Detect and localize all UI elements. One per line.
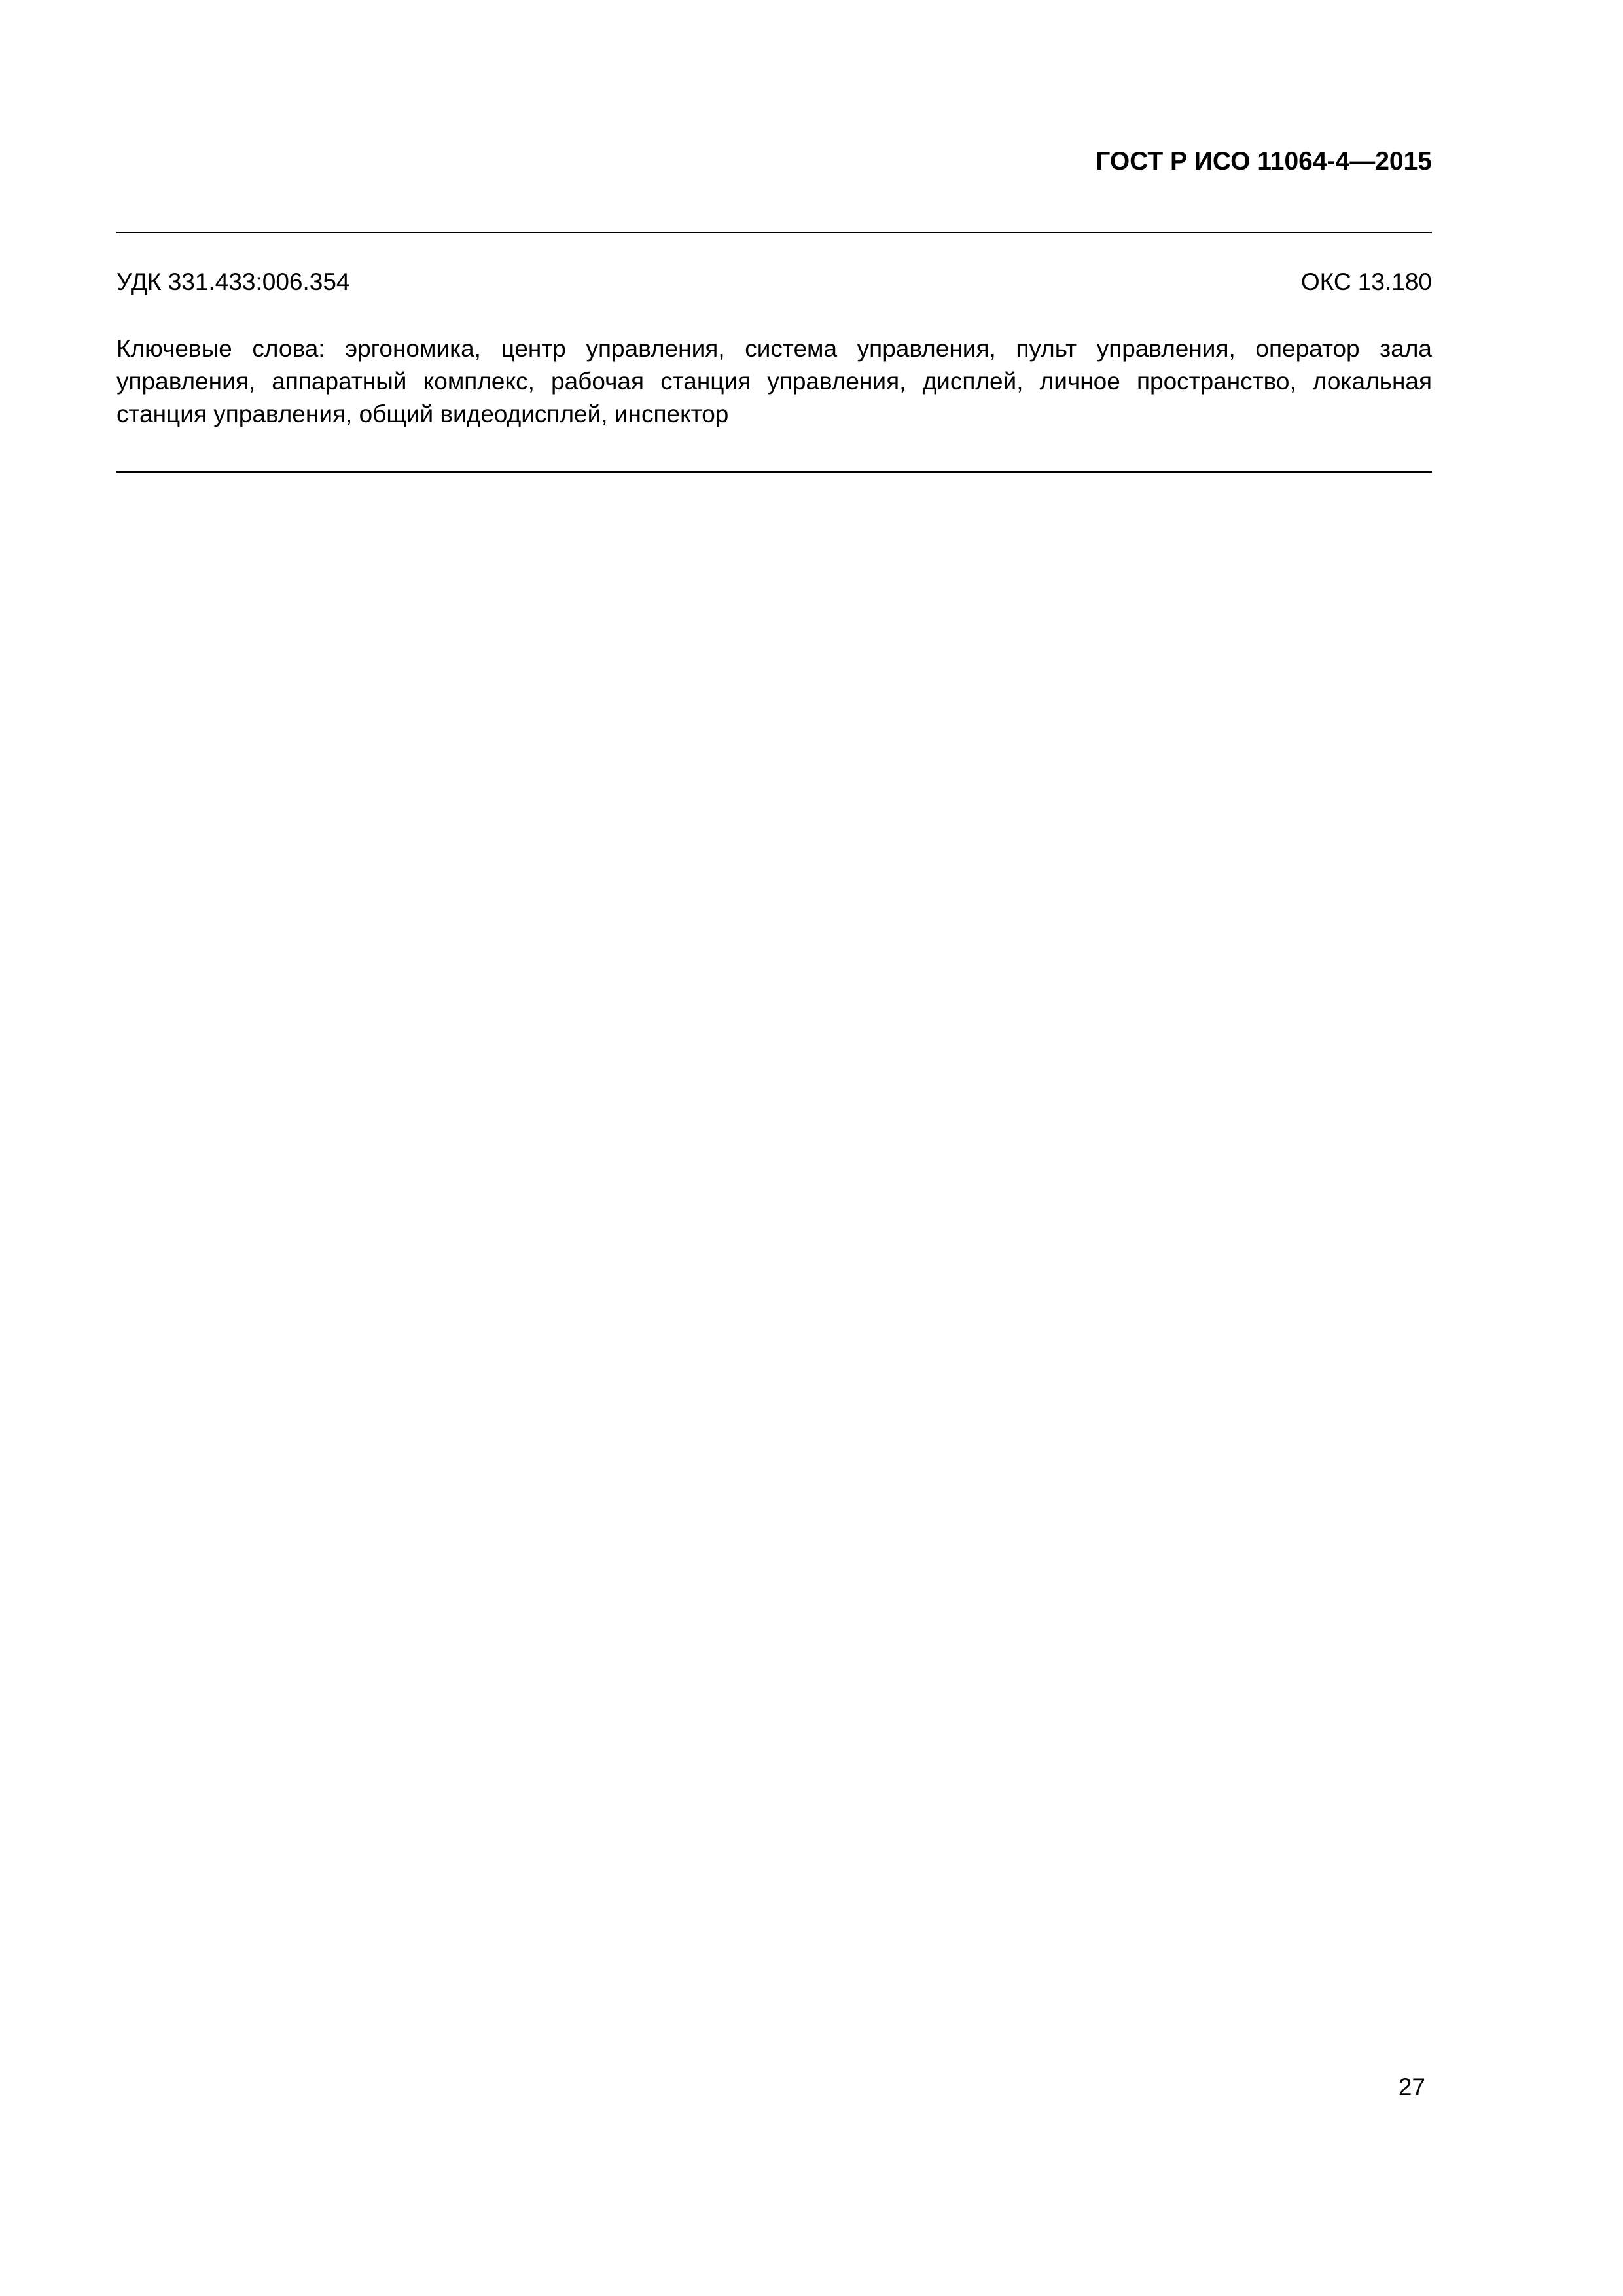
keywords-paragraph: Ключевые слова: эргономика, центр управления, система управления, пульт управления, оператор зала управления, аппаратный комплекс, рабочая станция управления, дисплей, личное пространство, локальная станция управления, общий видеодисплей, инспектор (116, 335, 1432, 427)
bottom-divider (116, 471, 1432, 473)
classification-row (116, 268, 1432, 296)
udk-code: УДК 331.433:006.354 (116, 268, 350, 295)
oks-code: ОКС 13.180 (1300, 268, 1432, 295)
top-divider (116, 232, 1432, 233)
document-code: ГОСТ Р ИСО 11064-4—2015 (1096, 147, 1432, 175)
page-number: 27 (1398, 2073, 1425, 2100)
